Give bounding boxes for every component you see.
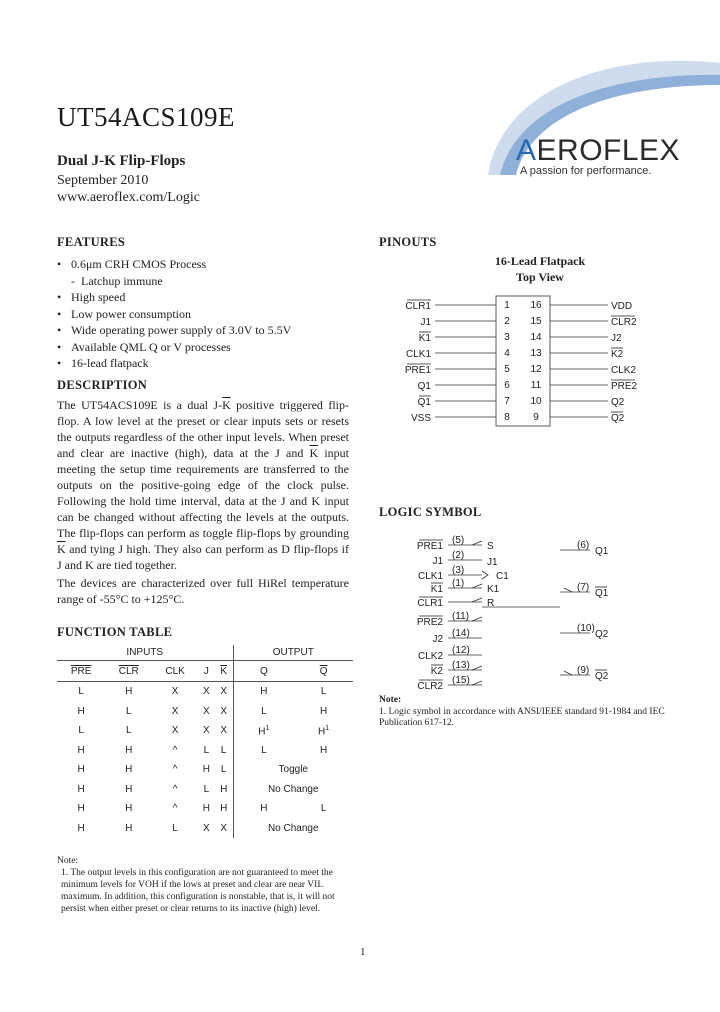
pin-number: (14) — [452, 628, 470, 639]
pin-number: 13 — [530, 348, 542, 359]
list-item: • 16-lead flatpack — [57, 355, 291, 372]
pin-number: 3 — [504, 332, 510, 343]
input-label: CLK2 — [417, 651, 443, 662]
pin-label: CLR1 — [405, 301, 431, 312]
pin-number: 16 — [530, 300, 542, 311]
function-table — [57, 645, 353, 838]
table-row: H H ^ L H No Change — [57, 780, 353, 800]
internal-label: J1 — [487, 557, 498, 568]
pin-label: CLR2 — [611, 317, 637, 328]
table-row: H H ^ H H H L — [57, 799, 353, 819]
pin-label: J2 — [611, 333, 622, 344]
list-item: • Wide operating power supply of 3.0V to 5.5V — [57, 322, 291, 339]
description-heading: DESCRIPTION — [57, 378, 148, 392]
page-number: 1 — [360, 946, 366, 958]
active-low-indicator — [472, 598, 482, 602]
output-label: Q1 — [595, 546, 609, 557]
input-label: K1 — [430, 584, 443, 595]
internal-label: S — [487, 541, 494, 552]
pin-number: 4 — [504, 348, 510, 359]
pin-number: (2) — [452, 550, 465, 561]
active-low-indicator — [472, 681, 482, 685]
output-label: Q2 — [595, 671, 609, 682]
table-row: H L X X X L H — [57, 702, 353, 722]
logic-symbol-note: Note: 1. Logic symbol in accordance with ANSI/IEEE standard 91-1984 and IEC Publication 617-12. — [379, 695, 665, 728]
clock-indicator — [482, 571, 488, 579]
pin-label: Q1 — [417, 381, 431, 392]
package-title: 16-Lead Flatpack Top View — [494, 254, 586, 284]
description-body — [57, 397, 349, 609]
logic-symbol-heading: LOGIC SYMBOL — [379, 505, 482, 519]
logic-symbol-diagram — [380, 525, 650, 695]
pin-number: (5) — [452, 535, 465, 546]
input-label: CLR1 — [417, 598, 443, 609]
list-item: • 0.6μm CRH CMOS Process — [57, 256, 291, 273]
pin-label: J1 — [420, 317, 431, 328]
active-low-indicator — [472, 541, 482, 545]
column-header: $\overline{Q}$ — [294, 661, 353, 682]
pin-label: CLK2 — [611, 365, 637, 376]
page-title: UT54ACS109E — [57, 102, 236, 132]
features-list — [57, 256, 291, 372]
column-header: $\overline{PRE}$ — [57, 661, 105, 682]
pin-label: K2 — [611, 349, 624, 360]
pin-number: 12 — [530, 364, 542, 375]
document-subtitle: Dual J-K Flip-Flops — [57, 153, 186, 169]
active-low-indicator — [564, 671, 572, 675]
column-header: Q — [233, 661, 294, 682]
column-header: J — [198, 661, 215, 682]
column-header: $\overline{CLR}$ — [105, 661, 152, 682]
input-label: K2 — [430, 666, 443, 677]
pin-number: 14 — [530, 332, 542, 343]
pin-number: 5 — [504, 364, 510, 375]
pin-number: 9 — [533, 412, 539, 423]
column-header: CLK — [152, 661, 198, 682]
pin-label: CLK1 — [405, 349, 431, 360]
pin-number: 15 — [530, 316, 542, 327]
function-table-note: Note: 1. The output levels in this configuration are not guaranteed to meet the minimum levels for VOH if the lows at preset and clear are near VIL maximum. In addition, this configuration is nonstable, that is, it will not persist when either preset or clear returns to its inactive (high) level. — [57, 856, 335, 914]
table-row: H H L X X No Change — [57, 819, 353, 839]
output-group-header: OUTPUT — [233, 645, 353, 661]
pin-number: 2 — [504, 316, 510, 327]
pin-number: (9) — [577, 665, 590, 676]
input-label: CLR2 — [417, 681, 443, 692]
pin-number: (6) — [577, 540, 590, 551]
table-row: H H ^ L L L H — [57, 741, 353, 761]
description-paragraph: The devices are characterized over full HiRel temperature range of -55°C to +125°C. — [57, 576, 349, 606]
pin-number: (1) — [452, 578, 465, 589]
input-label: J1 — [432, 556, 443, 567]
features-heading: FEATURES — [57, 235, 126, 249]
active-low-indicator — [472, 584, 482, 588]
pinouts-heading: PINOUTS — [379, 235, 437, 249]
table-row: H H ^ H L Toggle — [57, 760, 353, 780]
input-label: J2 — [432, 634, 443, 645]
pin-number: (12) — [452, 645, 470, 656]
active-low-indicator — [472, 617, 482, 621]
logo-tagline: A passion for performance. — [520, 165, 652, 177]
pin-number: 11 — [530, 380, 542, 391]
output-label: Q2 — [595, 629, 609, 640]
active-low-indicator — [472, 666, 482, 670]
input-label: PRE1 — [416, 541, 443, 552]
pin-number: 7 — [504, 396, 510, 407]
list-item: • Available QML Q or V processes — [57, 339, 291, 356]
inputs-group-header: INPUTS — [57, 645, 233, 661]
list-item: - Latchup immune — [57, 273, 291, 290]
pin-number: (3) — [452, 565, 465, 576]
pin-label: Q2 — [611, 413, 625, 424]
pin-number: (10) — [577, 623, 595, 634]
pin-number: 10 — [530, 396, 542, 407]
description-paragraph: The UT54ACS109E is a dual $J-\overline{K}$ positive triggered flip-flop. A low level at the preset or clear inputs sets or resets the outputs regardless of the other input levels. When preset and clear are inactive (high), data at the J and $\overline{K}$ input meeting the setup time requirements are transferred to the outputs on the positive-going edge of the clock pulse. Following the hold time interval, data at the J and K input can be changed without affecting the levels at the outputs. The flip-flops can perform as toggle flip-flops by grounding $\overline{K}$ and tying J high. They also can perform as D flip-flops if J and K are tied together. — [57, 398, 349, 572]
document-date: September 2010 — [57, 173, 149, 188]
active-low-indicator — [564, 588, 572, 592]
pin-label: VDD — [611, 301, 633, 312]
pin-label: Q2 — [611, 397, 625, 408]
pin-number: 8 — [504, 412, 510, 423]
pinout-diagram — [380, 290, 660, 435]
pin-number: (7) — [577, 582, 590, 593]
pin-label: VSS — [410, 413, 431, 424]
pin-label: Q1 — [417, 397, 431, 408]
website-link[interactable]: www.aeroflex.com/Logic — [57, 190, 200, 205]
logo-wordmark: AEROFLEX — [516, 134, 681, 167]
internal-label: R — [487, 598, 495, 609]
list-item: • High speed — [57, 289, 291, 306]
pin-number: (11) — [452, 611, 470, 622]
pin-label: PRE2 — [611, 381, 638, 392]
pin-label: K1 — [418, 333, 431, 344]
pin-number: (15) — [452, 675, 470, 686]
pin-label: PRE1 — [404, 365, 431, 376]
pin-number: 6 — [504, 380, 510, 391]
column-header: $\overline{K}$ — [215, 661, 233, 682]
internal-label: K1 — [487, 584, 500, 595]
table-row: L H X X X H L — [57, 682, 353, 702]
pin-number: 1 — [504, 300, 510, 311]
input-label: CLK1 — [417, 571, 443, 582]
output-label: Q1 — [595, 588, 609, 599]
function-table-heading: FUNCTION TABLE — [57, 625, 173, 639]
input-label: PRE2 — [416, 617, 443, 628]
internal-label: C1 — [496, 571, 509, 582]
pin-number: (13) — [452, 660, 470, 671]
table-row: L L X X X $H^1$ $H^1$ — [57, 721, 353, 741]
list-item: • Low power consumption — [57, 306, 291, 323]
